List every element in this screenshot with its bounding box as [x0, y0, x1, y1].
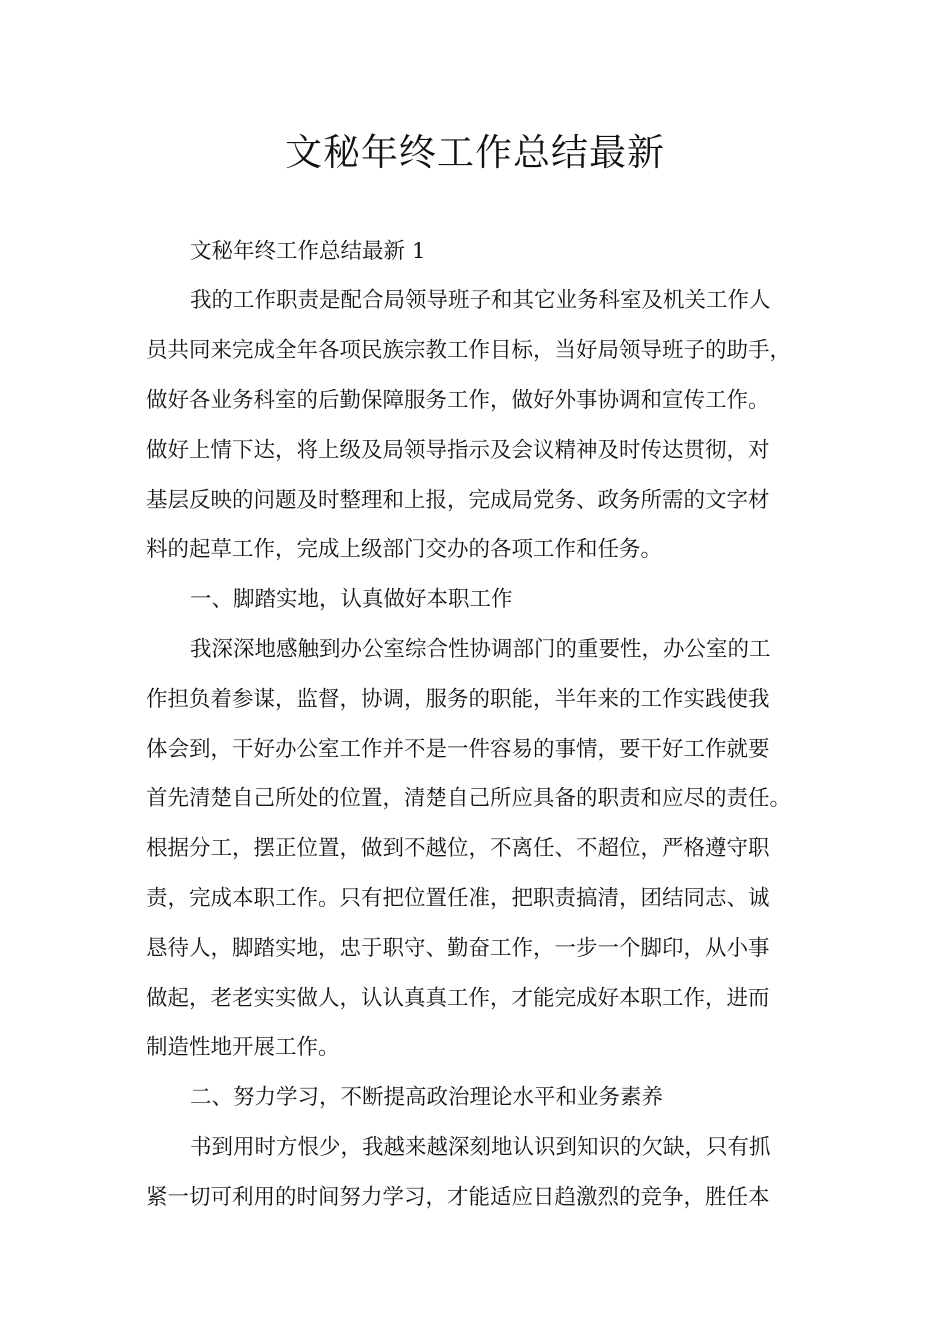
paragraph-line: 基层反映的问题及时整理和上报，完成局党务、政务所需的文字材 [146, 488, 770, 513]
paragraph-line: 首先清楚自己所处的位置，清楚自己所应具备的职责和应尽的责任。 [146, 786, 792, 811]
paragraph-line: 书到用时方恨少，我越来越深刻地认识到知识的欠缺，只有抓 [190, 1135, 771, 1160]
paragraph-line: 做起，老老实实做人，认认真真工作，才能完成好本职工作，进而 [146, 986, 770, 1011]
paragraph-line: 员共同来完成全年各项民族宗教工作目标，当好局领导班子的助手， [146, 338, 792, 363]
paragraph-line: 我深深地感触到办公室综合性协调部门的重要性，办公室的工 [190, 637, 771, 662]
paragraph-line: 体会到，干好办公室工作并不是一件容易的事情，要干好工作就要 [146, 737, 770, 762]
paragraph-line: 制造性地开展工作。 [146, 1035, 340, 1060]
paragraph-line: 做好各业务科室的后勤保障服务工作，做好外事协调和宣传工作。 [146, 388, 770, 413]
paragraph-line: 作担负着参谋，监督，协调，服务的职能，半年来的工作实践使我 [146, 687, 770, 712]
paragraph-line: 料的起草工作，完成上级部门交办的各项工作和任务。 [146, 537, 663, 562]
document-title: 文秘年终工作总结最新 [285, 131, 665, 174]
paragraph-line: 责，完成本职工作。只有把位置任准，把职责搞清，团结同志、诚 [146, 886, 770, 911]
paragraph-line: 根据分工，摆正位置，做到不越位，不离任、不超位，严格遵守职 [146, 836, 770, 861]
paragraph-line: 紧一切可利用的时间努力学习，才能适应日趋激烈的竞争，胜任本 [146, 1185, 770, 1210]
paragraph-line: 做好上情下达，将上级及局领导指示及会议精神及时传达贯彻，对 [146, 438, 770, 463]
section-heading: 一、脚踏实地，认真做好本职工作 [190, 587, 513, 612]
section-heading: 二、努力学习，不断提高政治理论水平和业务素养 [190, 1085, 664, 1110]
document-subtitle: 文秘年终工作总结最新 1 [190, 239, 426, 264]
paragraph-line: 我的工作职责是配合局领导班子和其它业务科室及机关工作人 [190, 288, 771, 313]
paragraph-line: 恳待人，脚踏实地，忠于职守、勤奋工作，一步一个脚印，从小事 [146, 936, 770, 961]
